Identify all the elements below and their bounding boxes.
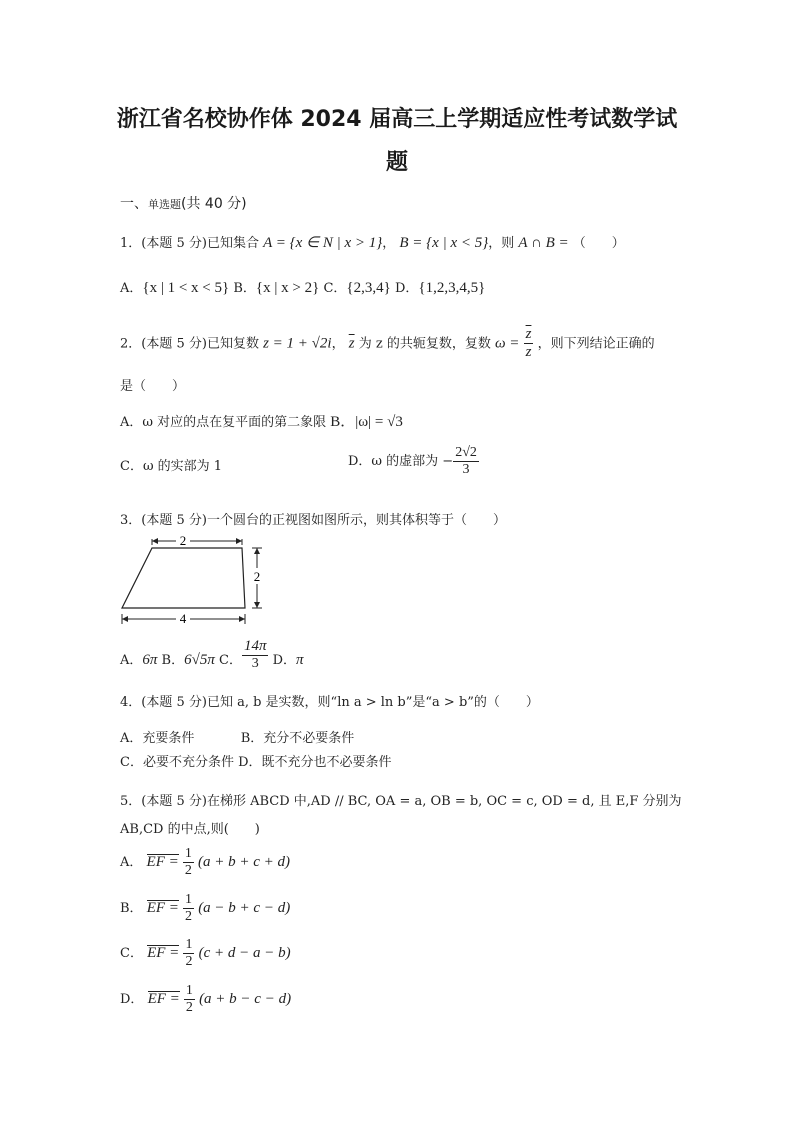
trapezoid-shape <box>122 548 245 608</box>
q1-then: ，则 <box>488 236 515 251</box>
q1-ask: A ∩ B = <box>518 235 569 251</box>
q2-z-conj: $\overline{z}$ <box>348 335 355 352</box>
top-dim-arrow-left <box>152 538 158 544</box>
q4-option-b[interactable]: B．充分不必要条件 <box>240 731 355 746</box>
top-dim-arrow-right <box>236 538 242 544</box>
section-label: 单选题 <box>148 198 181 211</box>
q2-option-c[interactable]: C．ω 的实部为 1 <box>120 459 223 474</box>
q2-z-expr: z = 1 + √2i <box>263 335 332 352</box>
bottom-dim-label: 4 <box>179 611 187 626</box>
q2-conj-text: 为 z 的共轭复数，复数 <box>358 336 491 352</box>
bottom-dim-arrow-right <box>239 616 245 622</box>
q3-option-d[interactable]: D．π <box>272 651 304 668</box>
q2-option-b[interactable]: B．|ω| = √3 <box>330 414 403 430</box>
height-dim-arrow-bottom <box>254 602 260 608</box>
q4-option-d[interactable]: D．既不充分也不必要条件 <box>238 755 392 770</box>
q2-tail: ，则下列结论正确的 <box>537 336 655 352</box>
bottom-dim-arrow-left <box>122 616 128 622</box>
q1-options <box>120 277 485 297</box>
q3-option-a[interactable]: A．6π <box>120 651 158 668</box>
q1-stem-prefix: 1．(本题 5 分)已知集合 <box>120 236 259 251</box>
q2-options-row2 <box>120 445 540 478</box>
q4-option-a[interactable]: A．充要条件 <box>120 731 195 746</box>
q2-stem-prefix: 2．(本题 5 分)已知复数 <box>120 336 259 352</box>
q2-omega: ω = <box>494 335 520 352</box>
section-score: (共 40 分) <box>181 196 247 212</box>
frustum-front-view-figure <box>112 530 277 630</box>
q1-set-a: A = {x ∈ N | x > 1} <box>263 235 383 251</box>
q2-option-d[interactable]: D．ω 的虚部为 − $\frac{2√2}{3}$ <box>348 445 477 478</box>
section-heading <box>120 193 247 213</box>
q1-stem: 1．(本题 5 分)已知集合 A = {x ∈ N | x > 1}， B = {x | x < 5}，则 A ∩ B = （ ） <box>120 235 625 251</box>
q2-options-row1 <box>120 410 403 431</box>
q3-option-c[interactable]: C． $\frac{14\pi}{3}$ <box>219 638 267 672</box>
height-dim-label: 2 <box>253 569 261 584</box>
q1-option-a[interactable]: A．{x | 1 < x < 5} <box>120 280 230 296</box>
q5-option-b[interactable]: B． EF = $\frac{1}{2}$ (a − b + c − d) <box>120 892 291 925</box>
exam-title-line2: 题 <box>385 150 408 175</box>
top-dim-label: 2 <box>179 533 187 548</box>
q5-option-c[interactable]: C． EF = $\frac{1}{2}$ (c + d − a − b) <box>120 937 291 970</box>
q3-option-b[interactable]: B．6√5π <box>161 651 215 668</box>
q4-options-row2 <box>120 751 392 770</box>
q2-option-a[interactable]: A．ω 对应的点在复平面的第二象限 <box>120 415 327 430</box>
q3-options <box>120 638 304 672</box>
q2-stem: 2．(本题 5 分)已知复数 z = 1 + √2i， $\overline{z}$ 为 z 的共轭复数，复数 ω = $\frac{\overline{z}}{z}$ ，则下列结论正确的 <box>120 326 655 361</box>
q5-option-a[interactable]: A． EF = $\frac{1}{2}$ (a + b + c + d) <box>120 846 291 879</box>
exam-title-line1: 浙江省名校协作体 2024 届高三上学期适应性考试数学试 <box>116 107 678 132</box>
q5-option-d[interactable]: D． EF = $\frac{1}{2}$ (a + b − c − d) <box>120 983 292 1016</box>
q2-omega-fraction: $\frac{\overline{z}}{z}$ <box>525 326 532 361</box>
q4-stem: 4．(本题 5 分)已知 a, b 是实数，则“ln a > ln b”是“a > b”的（ ） <box>120 695 539 710</box>
q1-paren: （ ） <box>572 236 625 251</box>
q4-option-c[interactable]: C．必要不充分条件 <box>120 755 234 770</box>
q1-option-c[interactable]: C．{2,3,4} <box>323 280 391 296</box>
q4-options-row1 <box>120 727 354 746</box>
q3-stem: 3．(本题 5 分)一个圆台的正视图如图所示，则其体积等于（ ） <box>120 513 506 528</box>
q1-option-b[interactable]: B．{x | x > 2} <box>233 280 320 296</box>
q5-stem-line1: 5．(本题 5 分)在梯形 ABCD 中,AD // BC, OA = a, OB = b, OC = c, OD = d, 且 E,F 分别为 <box>120 794 682 809</box>
section-prefix: 一、 <box>120 196 148 212</box>
height-dim-arrow-top <box>254 548 260 554</box>
q5-stem-line2: AB,CD 的中点,则( ) <box>120 822 260 837</box>
q1-option-d[interactable]: D．{1,2,3,4,5} <box>394 280 486 296</box>
q1-set-b: B = {x | x < 5} <box>399 235 489 251</box>
q2-stem-line2: 是（ ） <box>120 379 186 394</box>
